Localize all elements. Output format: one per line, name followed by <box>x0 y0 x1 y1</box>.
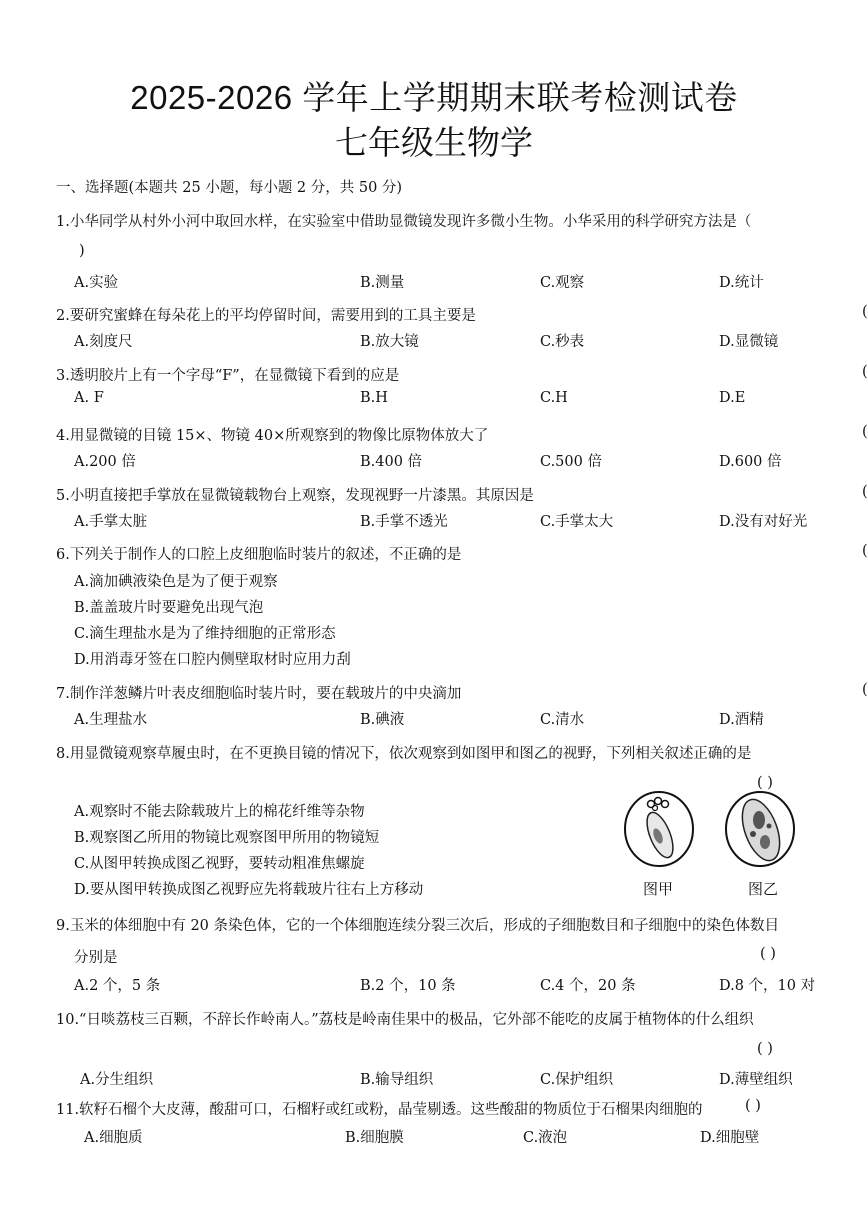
q3-option-c: C.H <box>540 390 568 406</box>
q1-option-c: C.观察 <box>540 275 585 291</box>
q6-option-c: C.滴生理盐水是为了维持细胞的正常形态 <box>74 626 336 642</box>
q2-option-d: D.显微镜 <box>719 334 779 350</box>
q2-option-b: B.放大镜 <box>360 334 419 350</box>
q11-option-d: D.细胞壁 <box>700 1130 760 1146</box>
question-9-stem-continued: 分别是 <box>74 950 118 966</box>
question-11-paren: ( ) <box>745 1098 761 1114</box>
q11-option-c: C.液泡 <box>523 1130 568 1146</box>
q5-option-a: A.手掌太脏 <box>74 514 148 530</box>
q5-option-c: C.手掌太大 <box>540 514 614 530</box>
question-8-paren: ( ) <box>757 775 773 791</box>
q5-option-d: D.没有对好光 <box>719 514 808 530</box>
figure-jia-caption: 图甲 <box>643 880 674 898</box>
q9-option-c: C.4 个，20 条 <box>540 978 636 994</box>
q3-option-d: D.E <box>719 390 746 406</box>
q11-option-b: B.细胞膜 <box>345 1130 404 1146</box>
q4-option-c: C.500 倍 <box>540 454 602 470</box>
q6-option-d: D.用消毒牙签在口腔内侧壁取材时应用力刮 <box>74 652 351 668</box>
question-4-stem: 4.用显微镜的目镜 15×、物镜 40×所观察到的物像比原物体放大了 <box>56 428 489 444</box>
q4-option-d: D.600 倍 <box>719 454 782 470</box>
q10-option-d: D.薄壁组织 <box>719 1072 793 1088</box>
question-1-paren-close: ) <box>79 243 85 259</box>
q8-option-c: C.从图甲转换成图乙视野，要转动粗准焦螺旋 <box>74 856 365 872</box>
question-10-paren: ( ) <box>757 1041 773 1057</box>
exam-subtitle: 七年级生物学 <box>335 123 533 162</box>
question-5-paren: ( <box>862 484 868 500</box>
question-7-paren: ( <box>862 682 868 698</box>
question-7-stem: 7.制作洋葱鳞片叶表皮细胞临时装片时，要在载玻片的中央滴加 <box>56 686 462 702</box>
q8-option-b: B.观察图乙所用的物镜比观察图甲所用的物镜短 <box>74 830 380 846</box>
q2-option-c: C.秒表 <box>540 334 585 350</box>
question-11-stem: 11.软籽石榴个大皮薄，酸甜可口，石榴籽或红或粉，晶莹剔透。这些酸甜的物质位于石榴果肉细胞的 <box>56 1102 703 1118</box>
figure-yi-caption: 图乙 <box>748 880 779 898</box>
q1-option-b: B.测量 <box>360 275 405 291</box>
q8-option-a: A.观察时不能去除载玻片上的棉花纤维等杂物 <box>74 804 365 820</box>
question-1-stem: 1.小华同学从村外小河中取回水样，在实验室中借助显微镜发现许多微小生物。小华采用的科学研究方法是（ <box>56 214 752 230</box>
q7-option-d: D.酒精 <box>719 712 764 728</box>
q7-option-a: A.生理盐水 <box>74 712 148 728</box>
q9-option-d: D.8 个，10 对 <box>719 978 816 994</box>
q9-option-a: A.2 个，5 条 <box>74 978 161 994</box>
question-3-stem: 3.透明胶片上有一个字母“F”，在显微镜下看到的应是 <box>56 368 400 384</box>
q9-option-b: B.2 个，10 条 <box>360 978 456 994</box>
q5-option-b: B.手掌不透光 <box>360 514 448 530</box>
q1-option-a: A.实验 <box>74 275 119 291</box>
question-9-stem: 9.玉米的体细胞中有 20 条染色体，它的一个体细胞连续分裂三次后，形成的子细胞数目和子细胞中的染色体数目 <box>56 918 779 934</box>
question-2-stem: 2.要研究蜜蜂在每朵花上的平均停留时间，需要用到的工具主要是 <box>56 308 476 324</box>
figure-jia-paramecium <box>622 790 696 868</box>
q11-option-a: A.细胞质 <box>84 1130 143 1146</box>
q10-option-a: A.分生组织 <box>80 1072 154 1088</box>
question-3-paren: ( <box>862 364 868 380</box>
question-4-paren: ( <box>862 424 868 440</box>
q1-option-d: D.统计 <box>719 275 764 291</box>
q6-option-a: A.滴加碘液染色是为了便于观察 <box>74 574 278 590</box>
q8-option-d: D.要从图甲转换成图乙视野应先将载玻片往右上方移动 <box>74 882 424 898</box>
q7-option-b: B.碘液 <box>360 712 405 728</box>
section-heading: 一、选择题(本题共 25 小题，每小题 2 分，共 50 分) <box>56 180 403 196</box>
question-6-stem: 6.下列关于制作人的口腔上皮细胞临时装片的叙述，不正确的是 <box>56 547 462 563</box>
exam-title: 2025-2026 学年上学期期末联考检测试卷 <box>130 79 738 116</box>
question-8-stem: 8.用显微镜观察草履虫时，在不更换目镜的情况下，依次观察到如图甲和图乙的视野，下列相关叙述正确的是 <box>56 746 752 762</box>
q6-option-b: B.盖盖玻片时要避免出现气泡 <box>74 600 264 616</box>
question-9-paren: ( ) <box>760 946 776 962</box>
q2-option-a: A.刻度尺 <box>74 334 133 350</box>
q7-option-c: C.清水 <box>540 712 585 728</box>
q10-option-c: C.保护组织 <box>540 1072 614 1088</box>
q3-option-a: A. F <box>74 390 104 406</box>
q4-option-a: A.200 倍 <box>74 454 136 470</box>
figure-yi-paramecium <box>723 790 797 868</box>
question-5-stem: 5.小明直接把手掌放在显微镜载物台上观察，发现视野一片漆黑。其原因是 <box>56 488 534 504</box>
question-10-stem: 10.“日啖荔枝三百颗，不辞长作岭南人。”荔枝是岭南佳果中的极品，它外部不能吃的皮属于植物体的什么组织 <box>56 1012 754 1028</box>
question-2-paren: ( <box>862 304 868 320</box>
question-6-paren: ( <box>862 543 868 559</box>
q10-option-b: B.输导组织 <box>360 1072 434 1088</box>
q3-option-b: B.H <box>360 390 388 406</box>
q4-option-b: B.400 倍 <box>360 454 423 470</box>
